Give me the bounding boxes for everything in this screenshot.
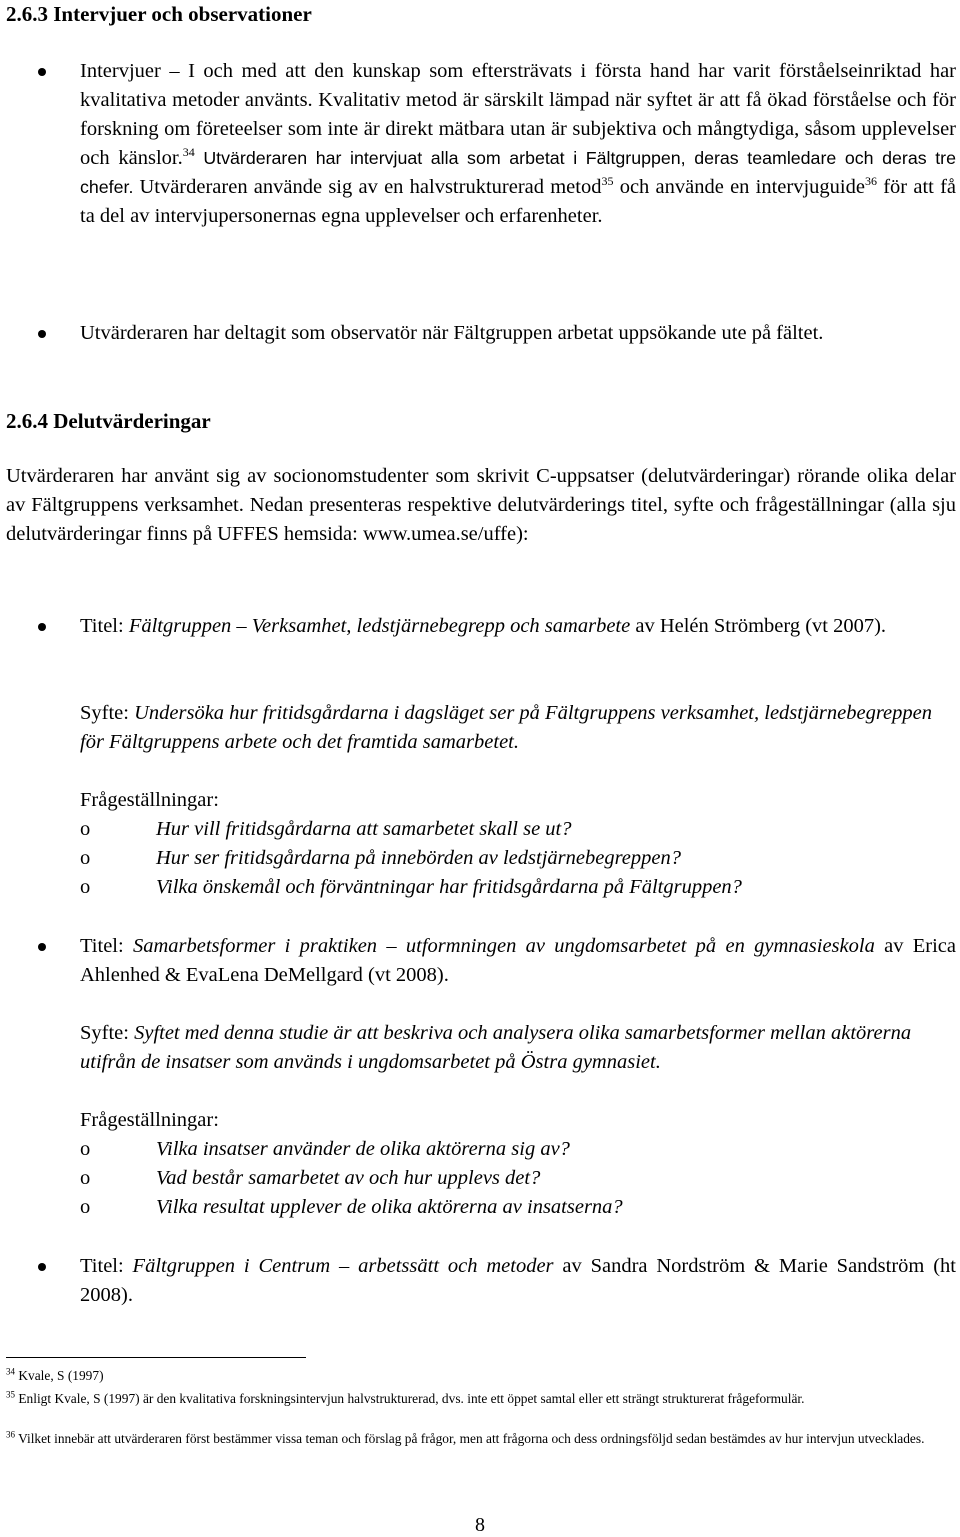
- item1-fragor-label: Frågeställningar:: [80, 789, 219, 811]
- item1-author: av Helén Strömberg (vt 2007).: [630, 615, 887, 637]
- delutvarderingar-text-1: Utvärderaren har använt sig av socionomstudenter som skrivit C-uppsatser (delutvärderingar) rörande olika delar av Fältgruppens verksamhet.: [6, 465, 956, 516]
- question-marker: o: [80, 1167, 91, 1189]
- footnote-35: [6, 1389, 956, 1408]
- item3-title-label: Titel:: [80, 1255, 124, 1277]
- bullet-icon: [38, 330, 46, 338]
- delutvarderingar-paragraph: [6, 462, 956, 549]
- interviews-text-1: Intervjuer – I och med att den kunskap som eftersträvats i första hand har varit förståelseinriktad har kvalitativa metoder använts.: [80, 60, 956, 111]
- item2-title-label: Titel:: [80, 935, 124, 957]
- interviews-text-4: Utvärderaren använde sig av en halvstrukturerad metod: [139, 176, 602, 198]
- item2-syfte-text: Syftet med denna studie är att beskriva och analysera olika samarbetsformer mellan aktörerna utifrån de insatser som används i ungdomsarbetet på Östra gymnasiet.: [80, 1022, 912, 1073]
- item3-title: Fältgruppen i Centrum – arbetssätt och metoder: [132, 1255, 554, 1277]
- question-marker: o: [80, 847, 91, 869]
- delutvarderingar-text-2: Nedan presenteras respektive delutvärderings titel, syfte och frågeställningar (alla sju delutvärderingar finns på UFFES hemsida: www.umea.se/uffe):: [6, 494, 957, 545]
- footnote-text: Kvale, S (1997): [18, 1368, 104, 1383]
- bullet-icon: [38, 1263, 46, 1271]
- question-text: Vilka önskemål och förväntningar har fritidsgårdarna på Fältgruppen?: [156, 876, 742, 898]
- item1-title-paragraph: [80, 612, 956, 641]
- item3-title-paragraph: [80, 1252, 956, 1310]
- item2-author: av Erica Ahlenhed & EvaLena DeMellgard (vt 2008).: [80, 935, 957, 986]
- question-text: Hur vill fritidsgårdarna att samarbetet skall se ut?: [156, 818, 572, 840]
- item1-question: [80, 844, 940, 873]
- footnote-ref-35: 35: [601, 174, 614, 189]
- footnote-number: 36: [6, 1429, 15, 1440]
- question-text: Hur ser fritidsgårdarna på innebörden av ledstjärnebegreppen?: [156, 847, 681, 869]
- item1-title: Fältgruppen – Verksamhet, ledstjärnebegrepp och samarbete: [128, 615, 631, 637]
- question-text: Vad består samarbetet av och hur upplevs det?: [156, 1167, 541, 1189]
- question-text: Vilka resultat upplever de olika aktörerna av insatserna?: [156, 1196, 623, 1218]
- item2-fragor-label: Frågeställningar:: [80, 1109, 219, 1131]
- interviews-text-6: för att få ta del av intervjupersonernas egna upplevelser och erfarenheter.: [80, 176, 956, 227]
- item2-title: Samarbetsformer i praktiken – utformningen av ungdomsarbetet på en gymnasieskola: [132, 935, 875, 957]
- question-marker: o: [80, 1196, 91, 1218]
- question-text: Vilka insatser använder de olika aktörerna sig av?: [156, 1138, 570, 1160]
- observation-paragraph: Utvärderaren har deltagit som observatör när Fältgruppen arbetat uppsökande ute på fältet.: [80, 322, 824, 344]
- bullet-icon: [38, 68, 46, 76]
- item1-question: [80, 815, 940, 844]
- page-number: 8: [475, 1514, 485, 1536]
- item1-syfte-label: Syfte:: [80, 702, 129, 724]
- footnote-number: 34: [6, 1366, 15, 1377]
- item2-syfte-label: Syfte:: [80, 1022, 129, 1044]
- item2-question: [80, 1135, 940, 1164]
- interviews-text-3: Utvärderaren har intervjuat alla som arbetat i Fältgruppen, deras teamledare och deras tre chefer.: [80, 148, 956, 197]
- footnote-ref-34: 34: [182, 145, 195, 160]
- section-heading-264: 2.6.4 Delutvärderingar: [6, 409, 211, 433]
- item1-syfte-text: Undersöka hur fritidsgårdarna i dagsläget ser på Fältgruppens verksamhet, ledstjärnebegreppen för Fältgruppens arbete och det framtida samarbetet.: [80, 702, 933, 753]
- item2-title-paragraph: [80, 932, 956, 990]
- footnote-text: Enligt Kvale, S (1997) är den kvalitativa forskningsintervjun halvstrukturerad, dvs. inte ett öppet samtal eller ett strängt strukturerat frågeformulär.: [18, 1391, 805, 1406]
- bullet-icon: [38, 943, 46, 951]
- footnote-number: 35: [6, 1389, 15, 1400]
- item1-question: [80, 873, 940, 902]
- item1-syfte-paragraph: [80, 699, 956, 757]
- footnote-ref-36: 36: [864, 174, 877, 189]
- item1-title-label: Titel:: [80, 615, 124, 637]
- interviews-paragraph: [80, 57, 956, 231]
- item2-question: [80, 1193, 940, 1222]
- footnote-text: Vilket innebär att utvärderaren först bestämmer vissa teman och förslag på frågor, men att frågorna och dess ordningsföljd sedan bestämdes av hur intervjun utvecklades.: [18, 1431, 925, 1446]
- question-marker: o: [80, 1138, 91, 1160]
- question-marker: o: [80, 818, 91, 840]
- interviews-text-5: och använde en intervjuguide: [613, 176, 865, 198]
- item2-question: [80, 1164, 940, 1193]
- footnote-separator: [6, 1357, 306, 1358]
- item3-author: av Sandra Nordström & Marie Sandström (ht 2008).: [80, 1255, 956, 1306]
- interviews-text-2: Kvalitativ metod är särskilt lämpad när syftet är att få ökad förståelse och för forskning om företeelser som inte är direkt mätbara utan är subjektiva och mångtydiga, såsom upplevelser och känslor.: [80, 89, 956, 169]
- question-marker: o: [80, 876, 91, 898]
- footnote-36: [6, 1429, 956, 1448]
- item2-syfte-paragraph: [80, 1019, 956, 1077]
- section-heading-263: 2.6.3 Intervjuer och observationer: [6, 2, 312, 26]
- footnote-34: [6, 1366, 956, 1385]
- bullet-icon: [38, 623, 46, 631]
